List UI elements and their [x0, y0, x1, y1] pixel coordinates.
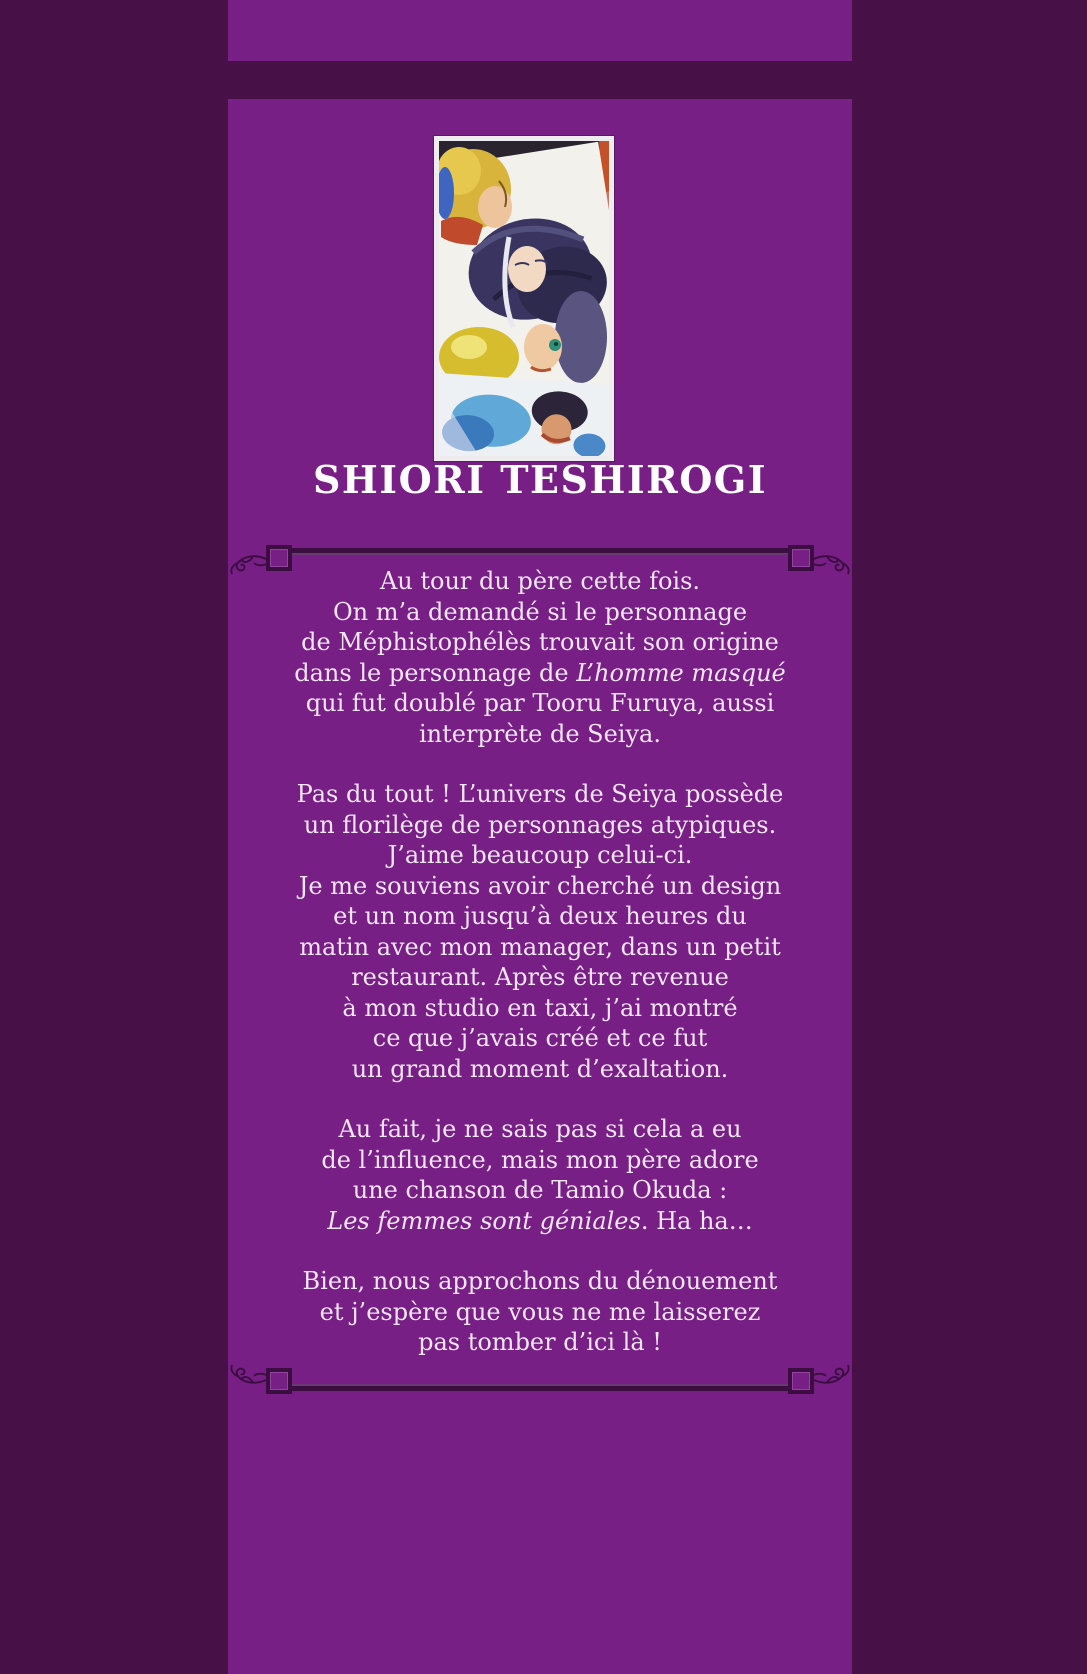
- paragraph: Au tour du père cette fois. On m’a demandé si le personnage de Méphistophélès trouvait son origine dans le personnage de L’homme masqué qui fut doublé par Tooru Furuya, aussi interprète de Seiya.: [294, 567, 786, 748]
- paragraph: Pas du tout ! L’univers de Seiya possède un florilège de personnages atypiques. J’aime beaucoup celui-ci. Je me souviens avoir cherché un design et un nom jusqu’à deux heures du matin avec mon manager, dans un petit restaurant. Après être revenue à mon studio en taxi, j’ai montré ce que j’avais créé et ce fut un grand moment d’exaltation.: [296, 780, 784, 1083]
- horizontal-rule: [292, 548, 788, 555]
- flourish-left-icon: [228, 1361, 266, 1387]
- paragraph: Au fait, je ne sais pas si cela a eu de l’influence, mais mon père adore une chanson de Tamio Okuda : Les femmes sont géniales. Ha ha…: [321, 1115, 759, 1235]
- artwork-photo: [434, 136, 614, 461]
- flourish-right-icon: [814, 1361, 852, 1387]
- author-name-title: SHIORI TESHIROGI: [312, 457, 768, 502]
- author-note-panel: [228, 99, 852, 1674]
- corner-ornament-icon: [266, 1368, 292, 1394]
- artwork-photo-image: [439, 141, 609, 456]
- decorative-rule-bottom: [228, 1358, 852, 1394]
- horizontal-rule: [292, 1384, 788, 1391]
- top-banner: [228, 0, 852, 61]
- author-note-text: [246, 566, 834, 1358]
- paragraph: Bien, nous approchons du dénouement et j’espère que vous ne me laisserez pas tomber d’ici là !: [302, 1267, 778, 1356]
- corner-ornament-icon: [788, 1368, 814, 1394]
